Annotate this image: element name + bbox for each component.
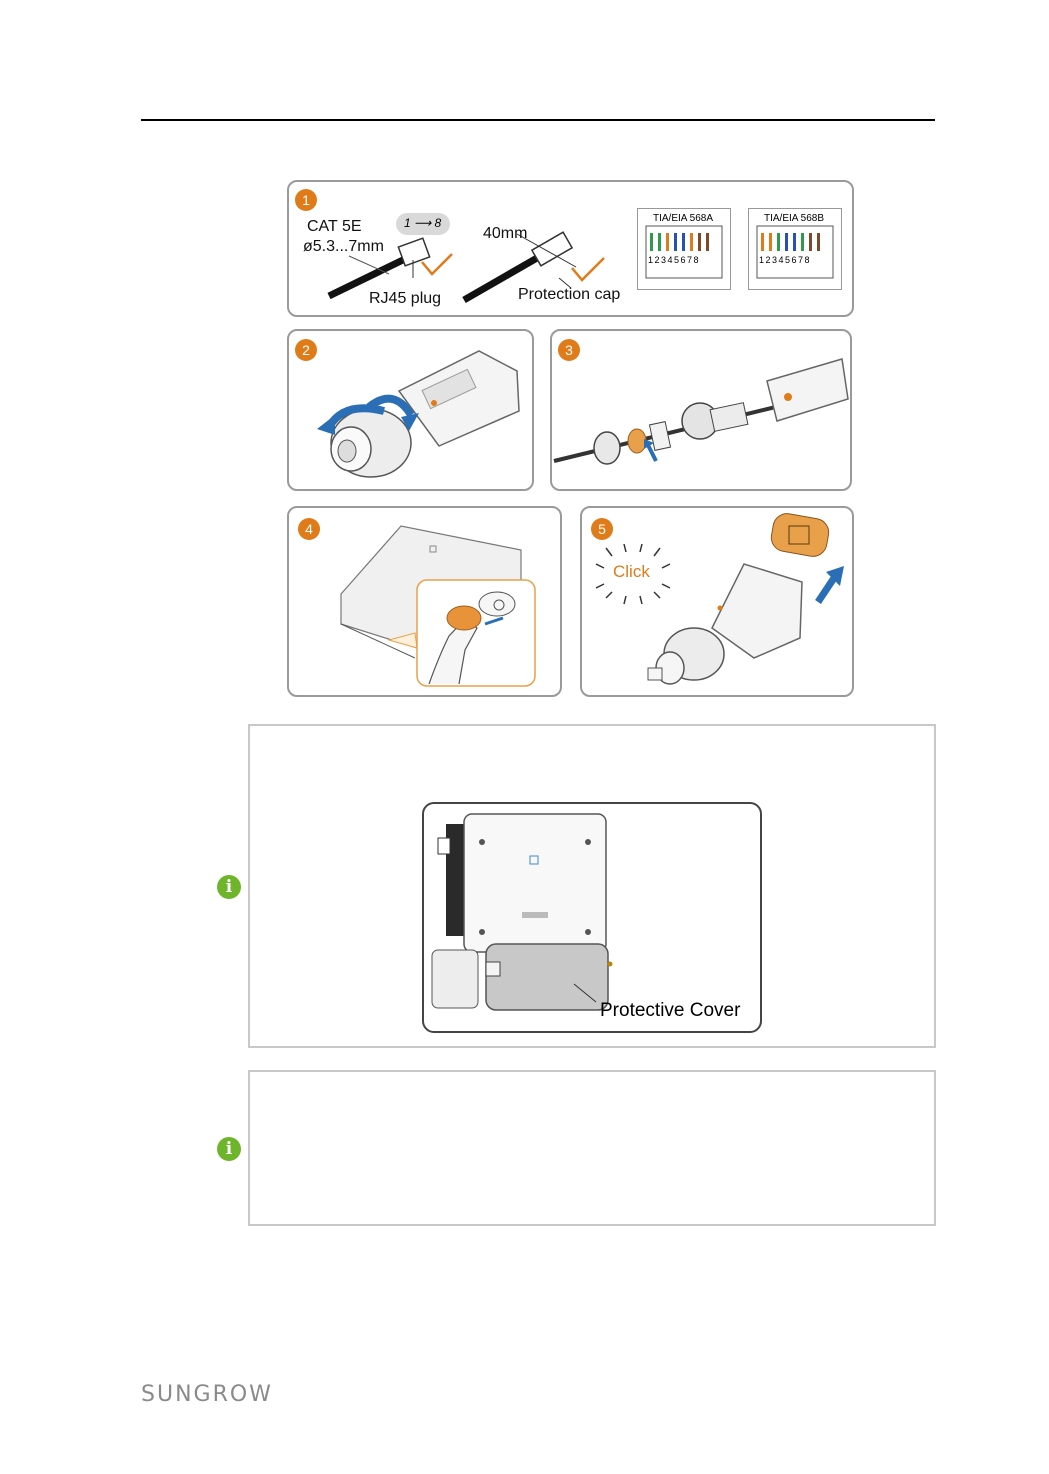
step-5-badge: 5 [591,518,613,540]
step-2-illustration [289,331,534,491]
cable-type-label: CAT 5E [307,218,362,235]
header-rule [141,119,935,121]
cap-label: Protection cap [518,286,621,303]
protective-cover-figure [422,802,762,1033]
wiring-568b-diagram [749,209,843,291]
step-3-badge: 3 [558,339,580,361]
step-2-panel [287,329,534,491]
brand-logo: SUNGROW [141,1382,273,1407]
step-3-illustration [552,331,852,491]
pin-order-label: 1 ⟶ 8 [404,216,442,230]
length-label: 40mm [483,225,528,242]
step-4-illustration [289,508,562,697]
click-label: Click [613,562,650,581]
step-4-panel [287,506,562,697]
note-box-2 [248,1070,936,1226]
wiring-568b-pins: 1 2 3 4 5 6 7 8 [759,255,810,265]
wiring-568a-diagram [638,209,732,291]
step-1-badge: 1 [295,189,317,211]
step-2-badge: 2 [295,339,317,361]
protective-cover-illustration [424,804,762,1033]
step-5-panel [580,506,854,697]
plug-label: RJ45 plug [369,290,442,307]
wiring-568b-card [748,208,842,290]
cable-diameter-label: ø5.3...7mm [303,238,384,255]
wiring-568a-card [637,208,731,290]
step-4-badge: 4 [298,518,320,540]
step-3-panel [550,329,852,491]
info-icon: i [217,875,241,899]
step-1-panel [287,180,854,317]
protective-cover-label: Protective Cover [600,1000,741,1021]
info-icon-2: i [217,1137,241,1161]
wiring-568a-pins: 1 2 3 4 5 6 7 8 [648,255,699,265]
step-5-illustration [582,508,854,697]
wiring-568a-title: TIA/EIA 568A [653,213,714,224]
wiring-568b-title: TIA/EIA 568B [764,213,825,224]
